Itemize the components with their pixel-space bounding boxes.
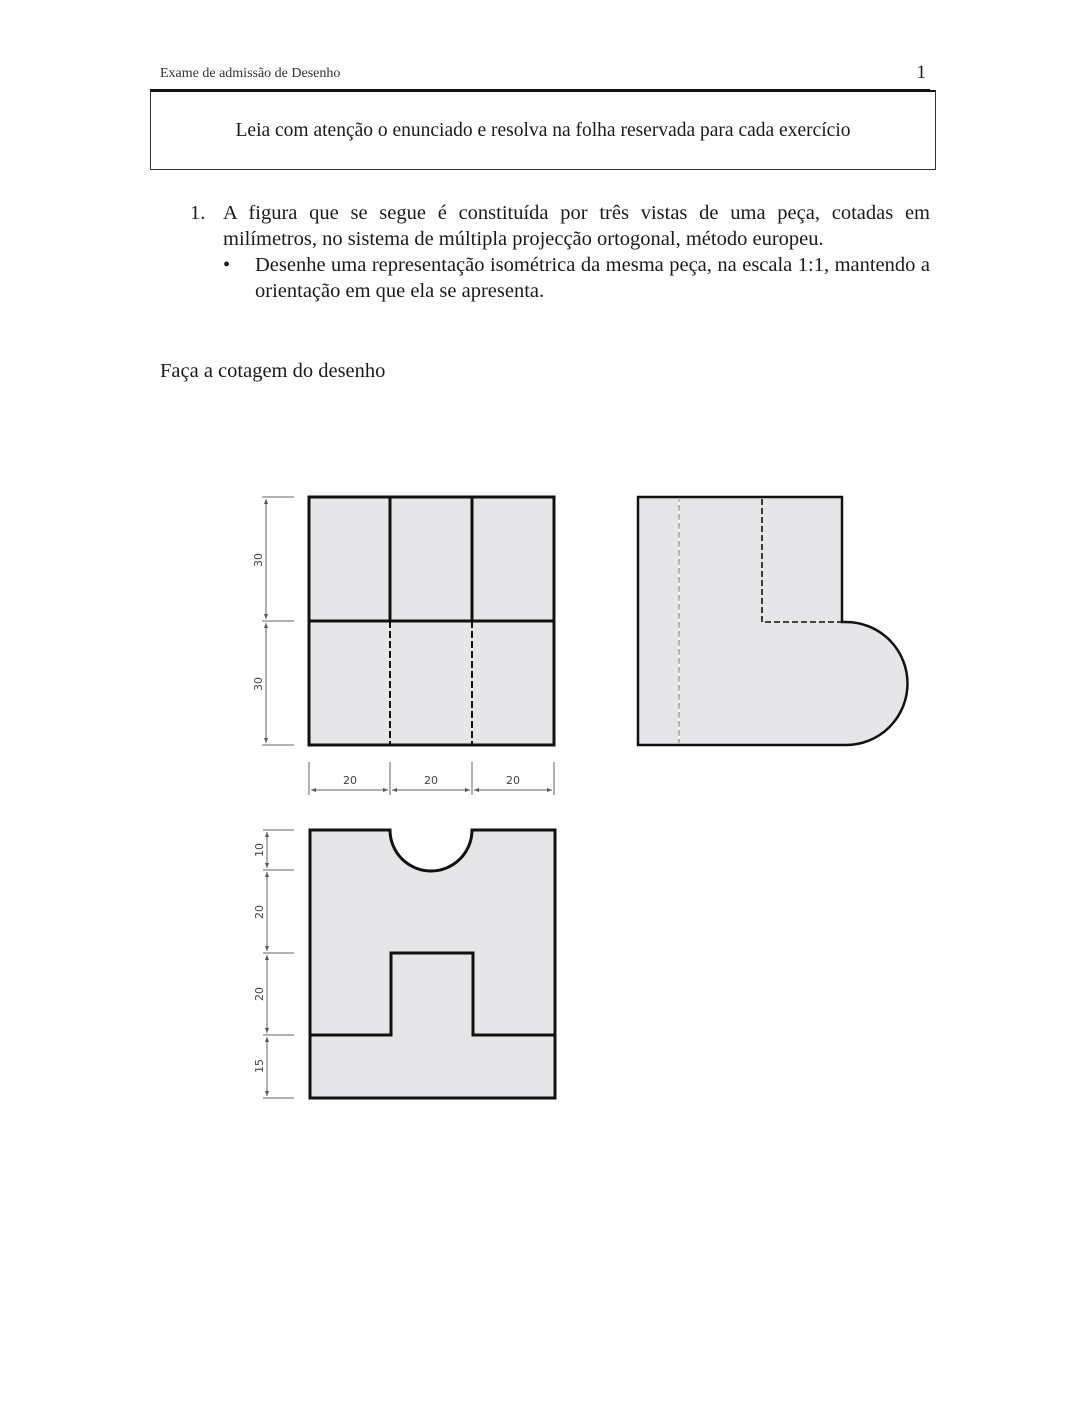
question-text: A figura que se segue é constituída por três vistas de uma peça, cotadas em milímetros, no sistema de múltipla projecção ortogonal, método europeu. [223,202,930,250]
dim-label: 15 [253,1059,266,1073]
top-vertical-dimensions [263,830,294,1098]
dim-label: 20 [506,774,520,787]
instruction-text: Faça a cotagem do desenho [160,360,386,382]
front-vertical-dimensions [262,497,294,745]
header-title: Exame de admissão de Desenho [160,66,341,81]
dim-label: 20 [343,774,357,787]
question-number: 1. [190,202,206,224]
dim-label: 30 [252,553,265,567]
dim-label: 30 [252,677,265,691]
dim-label: 10 [253,843,266,857]
bullet-text: Desenhe uma representação isométrica da mesma peça, na escala 1:1, mantendo a orientação em que ela se apresenta. [255,254,930,302]
dim-label: 20 [253,987,266,1001]
bullet-icon: • [223,254,231,276]
dim-label: 20 [424,774,438,787]
notice-text: Leia com atenção o enunciado e resolva na folha reservada para cada exercício [235,119,851,141]
top-view [310,830,555,1098]
top-view-outline [310,830,555,1098]
side-view [638,497,907,745]
page-number: 1 [916,62,926,83]
front-view [309,497,554,745]
dim-label: 20 [253,905,266,919]
